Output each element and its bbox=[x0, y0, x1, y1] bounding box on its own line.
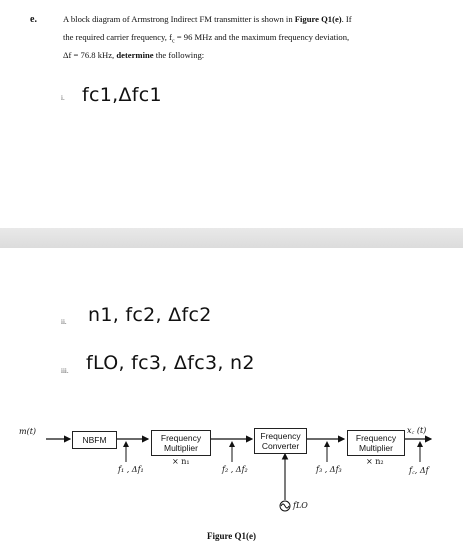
label-fc: f꜀, Δf bbox=[409, 466, 429, 475]
question-text: the following: bbox=[153, 50, 205, 60]
block-label-line2: Multiplier bbox=[358, 443, 393, 453]
block-diagram bbox=[0, 420, 463, 525]
label-f2: f₂ , Δf₂ bbox=[222, 465, 248, 474]
frequency-multiplier-1-block bbox=[151, 430, 211, 456]
question-text: . If bbox=[341, 14, 352, 24]
figure-reference: Figure Q1(e) bbox=[294, 14, 342, 24]
block-label-line1: Frequency bbox=[160, 433, 202, 443]
output-signal-label: x꜀ (t) bbox=[407, 426, 427, 435]
block-label-line2: Converter bbox=[261, 441, 300, 451]
nbfm-block bbox=[72, 431, 117, 449]
handwritten-answer-2: n1, fc2, Δfc2 bbox=[88, 304, 212, 326]
question-text: = 96 MHz and the maximum frequency deviation, bbox=[174, 32, 350, 42]
question-line-1 bbox=[63, 14, 352, 24]
part-numeral-1: i. bbox=[61, 94, 65, 102]
part-numeral-2: ii. bbox=[61, 318, 67, 326]
label-f1: f₁ , Δf₁ bbox=[118, 465, 144, 474]
block-label-line2: Multiplier bbox=[163, 443, 198, 453]
question-text: the required carrier frequency, f bbox=[63, 32, 172, 42]
frequency-multiplier-2-block bbox=[347, 430, 405, 456]
input-signal-label: m(t) bbox=[19, 427, 37, 436]
subscript: c bbox=[171, 38, 175, 45]
question-line-2 bbox=[63, 32, 349, 45]
frequency-converter-block bbox=[254, 428, 307, 454]
block-label-line1: Frequency bbox=[260, 431, 301, 441]
figure-caption: Figure Q1(e) bbox=[206, 531, 257, 541]
multiplier-factor-n1: × n₁ bbox=[172, 457, 190, 466]
question-label: e. bbox=[30, 14, 37, 25]
block-label-line1: Frequency bbox=[355, 433, 397, 443]
multiplier-factor-n2: × n₂ bbox=[366, 457, 384, 466]
handwritten-answer-1: fc1,Δfc1 bbox=[82, 84, 162, 106]
part-numeral-3: iii. bbox=[61, 367, 69, 375]
label-flo: fLO bbox=[293, 501, 308, 510]
question-text: Δf = 76.8 kHz, bbox=[63, 50, 117, 60]
handwritten-answer-3: fLO, fc3, Δfc3, n2 bbox=[86, 352, 255, 374]
page-separator bbox=[0, 228, 463, 248]
nbfm-label: NBFM bbox=[82, 435, 107, 445]
emphasis: determine bbox=[116, 50, 154, 60]
question-text: A block diagram of Armstrong Indirect FM transmitter is shown in bbox=[63, 14, 295, 24]
label-f3: f₃ , Δf₃ bbox=[316, 465, 342, 474]
question-line-3 bbox=[63, 50, 204, 60]
